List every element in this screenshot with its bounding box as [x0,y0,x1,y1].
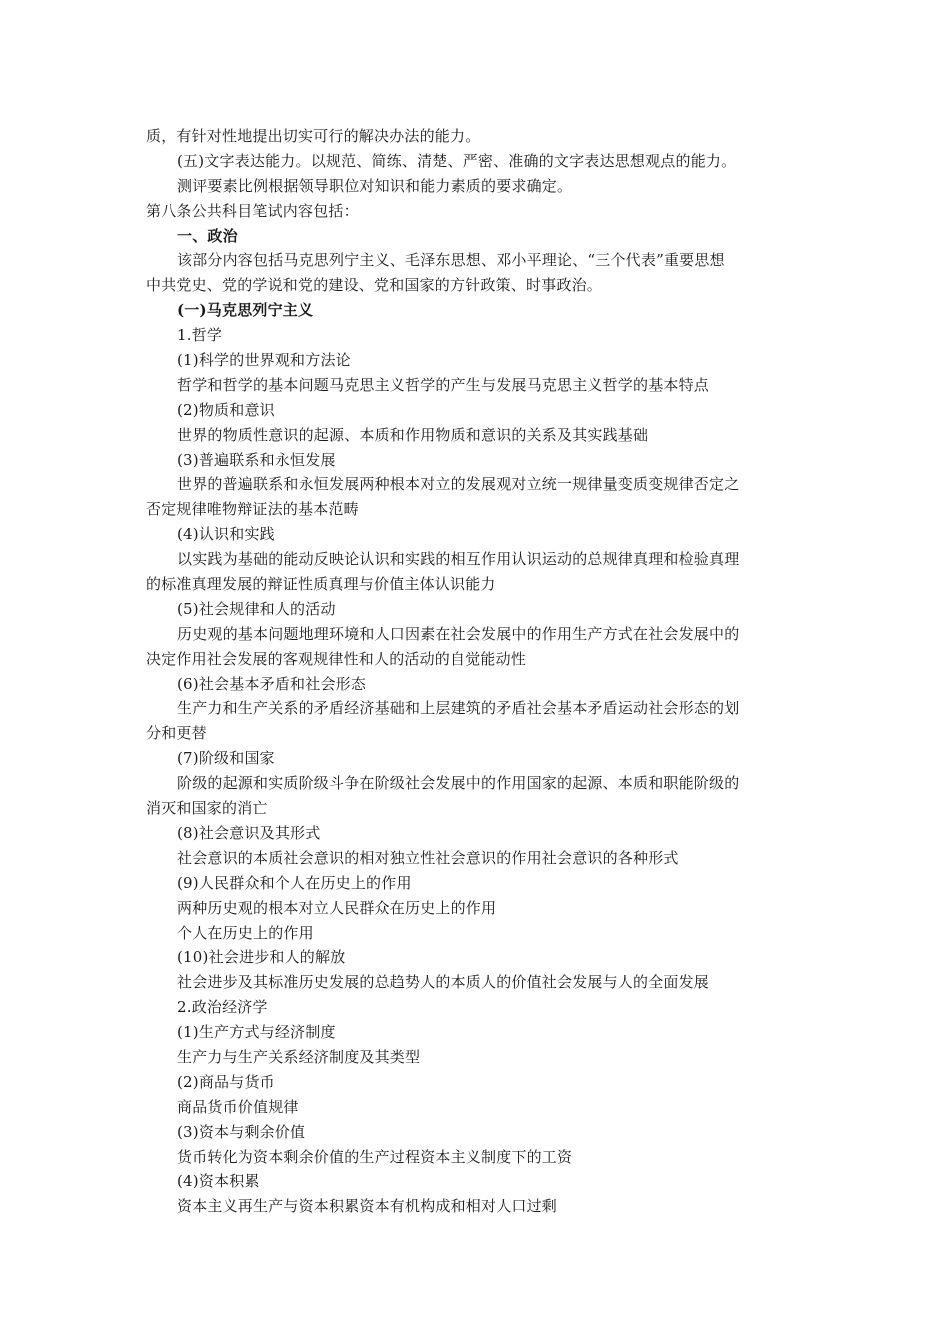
text-line: 世界的普遍联系和永恒发展两种根本对立的发展观对立统一规律量变质变规律否定之 [177,475,740,494]
text-line: 中共党史、党的学说和党的建设、党和国家的方针政策、时事政治。 [146,276,603,295]
text-line: (2)商品与货币 [177,1072,275,1091]
text-line: (5)社会规律和人的活动 [177,599,336,618]
text-line: 1.哲学 [177,326,223,345]
text-line: 货币转化为资本剩余价值的生产过程资本主义制度下的工资 [177,1147,573,1166]
text-line: 以实践为基础的能动反映论认识和实践的相互作用认识运动的总规律真理和检验真理 [177,550,740,569]
text-line: 质，有针对性地提出切实可行的解决办法的能力。 [146,127,481,145]
section-heading: 一、政治 [177,226,238,245]
text-line: 社会意识的本质社会意识的相对独立性社会意识的作用社会意识的各种形式 [177,848,679,867]
text-line: (1)生产方式与经济制度 [177,1023,336,1042]
text-line: 分和更替 [146,724,207,743]
text-line: 决定作用社会发展的客观规律性和人的活动的自觉能动性 [146,649,527,668]
text-line: 社会进步及其标准历史发展的总趋势人的本质人的价值社会发展与人的全面发展 [177,973,710,992]
text-line: (10)社会进步和人的解放 [177,948,346,967]
text-line: 2.政治经济学 [177,998,268,1017]
text-line: (五)文字表达能力。以规范、简练、清楚、严密、准确的文字表达思想观点的能力。 [177,151,737,170]
text-line: 该部分内容包括马克思列宁主义、毛泽东思想、邓小平理论、“三个代表”重要思想 [177,251,725,270]
text-line: 第八条公共科目笔试内容包括： [146,201,359,220]
text-line: 两种历史观的根本对立人民群众在历史上的作用 [177,898,497,917]
text-line: 消灭和国家的消亡 [146,799,268,818]
text-line: (4)认识和实践 [177,525,275,544]
text-line: (3)普遍联系和永恒发展 [177,450,336,469]
text-line: 的标准真理发展的辩证性质真理与价值主体认识能力 [146,575,496,594]
text-line: 生产力和生产关系的矛盾经济基础和上层建筑的矛盾社会基本矛盾运动社会形态的划 [177,699,740,718]
text-line: (8)社会意识及其形式 [177,823,321,842]
text-line: (3)资本与剩余价值 [177,1122,306,1141]
text-line: (1)科学的世界观和方法论 [177,351,351,370]
text-line: (2)物质和意识 [177,400,275,419]
text-line: 资本主义再生产与资本积累资本有机构成和相对人口过剩 [177,1197,558,1216]
text-line: 世界的物质性意识的起源、本质和作用物质和意识的关系及其实践基础 [177,425,649,444]
text-line: 商品货币价值规律 [177,1097,299,1116]
text-line: (6)社会基本矛盾和社会形态 [177,674,367,693]
text-line: 历史观的基本问题地理环境和人口因素在社会发展中的作用生产方式在社会发展中的 [177,624,740,643]
text-line: (7)阶级和国家 [177,749,275,768]
text-line: 阶级的起源和实质阶级斗争在阶级社会发展中的作用国家的起源、本质和职能阶级的 [177,774,740,793]
text-line: 个人在历史上的作用 [177,923,314,942]
text-line: 测评要素比例根据领导职位对知识和能力素质的要求确定。 [177,176,573,195]
text-line: 否定规律唯物辩证法的基本范畴 [146,500,359,519]
text-line: 哲学和哲学的基本问题马克思主义哲学的产生与发展马克思主义哲学的基本特点 [177,375,710,394]
text-line: 生产力与生产关系经济制度及其类型 [177,1047,421,1066]
section-heading: (一)马克思列宁主义 [177,301,314,320]
text-line: (9)人民群众和个人在历史上的作用 [177,873,412,892]
text-line: (4)资本积累 [177,1172,260,1191]
